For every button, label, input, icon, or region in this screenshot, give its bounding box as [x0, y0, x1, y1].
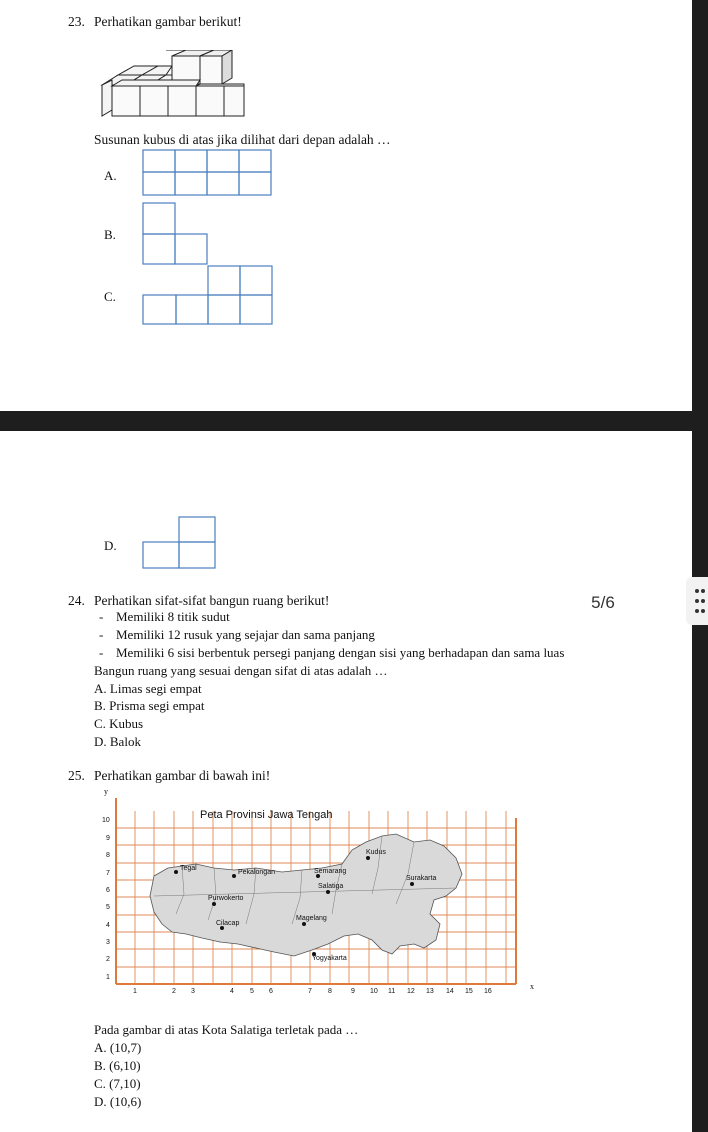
q24-bullet-3: Memiliki 6 sisi berbentuk persegi panjang dengan sisi yang berhadapan dan sama luas — [116, 645, 565, 660]
viewer-right-edge — [692, 0, 708, 1132]
city-label-cilacap: Cilacap — [216, 920, 240, 927]
q24-number: 24. — [68, 593, 85, 608]
q24-question: Bangun ruang yang sesuai dengan sifat di atas adalah … — [94, 663, 388, 678]
q23-option-b-label[interactable]: B. — [104, 227, 116, 242]
q24-option-a[interactable]: A. Limas segi empat — [94, 681, 202, 696]
q23-option-b-figure[interactable] — [142, 202, 210, 266]
q23-option-c-label[interactable]: C. — [104, 289, 116, 304]
city-label-yogyakarta: Yogyakarta — [312, 955, 347, 962]
q23-option-d-figure[interactable] — [142, 516, 218, 570]
map-title: Peta Provinsi Jawa Tengah — [200, 809, 333, 821]
x-tick: 10 — [370, 988, 378, 995]
q23-option-a-label[interactable]: A. — [104, 168, 117, 183]
y-ticks — [102, 817, 110, 981]
q25-option-c[interactable]: C. (7,10) — [94, 1076, 141, 1091]
x-tick: 7 — [308, 988, 312, 995]
x-tick: 13 — [426, 988, 434, 995]
q24-bullet-2: Memiliki 12 rusuk yang sejajar dan sama panjang — [116, 627, 375, 642]
q25-prompt: Perhatikan gambar di bawah ini! — [94, 768, 271, 783]
q23-option-a-figure[interactable] — [142, 149, 272, 197]
y-tick: 8 — [106, 852, 110, 859]
x-tick: 8 — [328, 988, 332, 995]
y-tick: 6 — [106, 887, 110, 894]
q24-bullet-1: Memiliki 8 titik sudut — [116, 609, 230, 624]
x-axis-label: x — [530, 982, 534, 991]
x-tick: 11 — [388, 988, 396, 995]
cube-stack-upper — [172, 50, 232, 84]
q23-prompt: Perhatikan gambar berikut! — [94, 14, 242, 29]
q25-number: 25. — [68, 768, 85, 783]
q25-question: Pada gambar di atas Kota Salatiga terletak pada … — [94, 1022, 359, 1037]
q23-number: 23. — [68, 14, 85, 29]
cube-arrangement-figure — [98, 50, 246, 120]
y-tick: 4 — [106, 922, 110, 929]
city-label-magelang: Magelang — [296, 915, 327, 922]
q24-option-d[interactable]: D. Balok — [94, 734, 141, 749]
q24-prompt: Perhatikan sifat-sifat bangun ruang berikut! — [94, 593, 330, 608]
q23-question: Susunan kubus di atas jika dilihat dari depan adalah … — [94, 132, 391, 147]
q25-option-d[interactable]: D. (10,6) — [94, 1094, 142, 1109]
q25-option-a[interactable]: A. (10,7) — [94, 1040, 142, 1055]
x-tick: 2 — [172, 988, 176, 995]
y-tick: 2 — [106, 956, 110, 963]
q23-option-d-label[interactable]: D. — [104, 538, 117, 553]
page-divider — [0, 411, 692, 431]
x-tick: 3 — [191, 988, 195, 995]
page-indicator: 5/6 — [591, 593, 615, 612]
city-label-kudus: Kudus — [366, 849, 386, 856]
city-label-semarang: Semarang — [314, 868, 347, 875]
q25-option-b[interactable]: B. (6,10) — [94, 1058, 141, 1073]
central-java-map-figure — [96, 784, 556, 1010]
y-tick: 3 — [106, 939, 110, 946]
x-tick: 6 — [269, 988, 273, 995]
x-tick: 15 — [465, 988, 473, 995]
q24-bullet-dash: - — [99, 627, 104, 642]
scroll-handle[interactable] — [686, 577, 708, 625]
x-tick: 16 — [484, 988, 492, 995]
x-tick: 5 — [250, 988, 254, 995]
x-tick: 14 — [446, 988, 454, 995]
city-label-salatiga: Salatiga — [318, 883, 344, 890]
q24-bullet-dash: - — [99, 609, 104, 624]
x-tick: 4 — [230, 988, 234, 995]
q23-option-c-figure[interactable] — [142, 265, 274, 327]
q24-option-c[interactable]: C. Kubus — [94, 716, 144, 731]
y-tick: 9 — [106, 835, 110, 842]
y-tick: 5 — [106, 904, 110, 911]
x-tick: 1 — [133, 988, 137, 995]
y-tick: 7 — [106, 870, 110, 877]
city-label-pekalongan: Pekalongan — [238, 869, 275, 876]
city-label-purwokerto: Purwokerto — [208, 895, 244, 902]
city-label-tegal: Tegal — [180, 865, 197, 872]
q24-bullet-dash: - — [99, 645, 104, 660]
y-tick: 10 — [102, 817, 110, 824]
x-tick: 9 — [351, 988, 355, 995]
y-tick: 1 — [106, 974, 110, 981]
y-axis-label: y — [104, 787, 108, 796]
x-tick: 12 — [407, 988, 415, 995]
cube-front-row — [102, 80, 244, 116]
x-ticks — [133, 988, 492, 995]
q24-option-b[interactable]: B. Prisma segi empat — [94, 698, 205, 713]
city-label-surakarta: Surakarta — [406, 875, 437, 882]
